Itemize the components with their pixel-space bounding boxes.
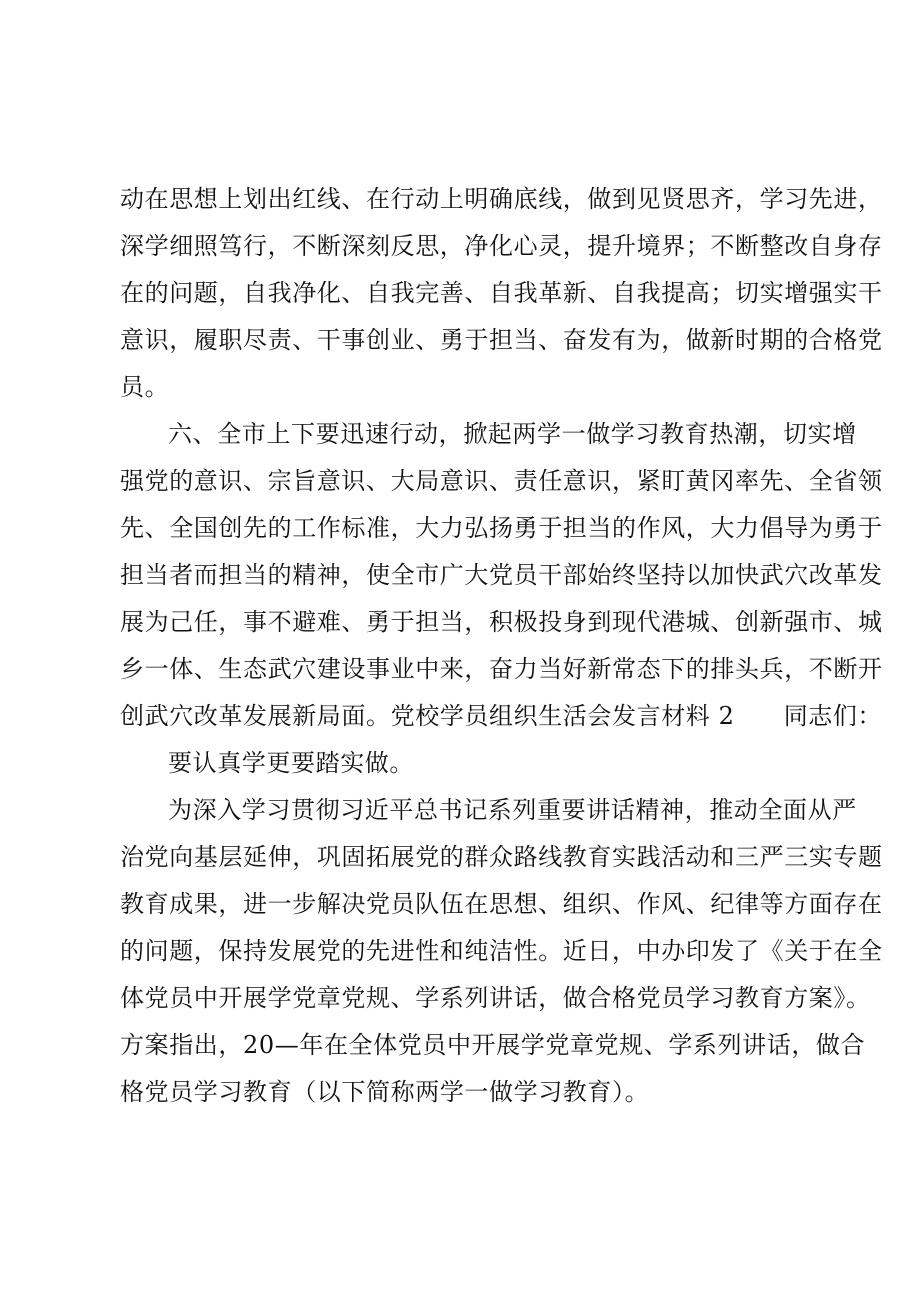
text-line: 在的问题，自我净化、自我完善、自我革新、自我提高；切实增强实干 [120,279,883,307]
text-line: 强党的意识、宗旨意识、大局意识、责任意识，紧盯黄冈率先、全省领 [120,467,883,495]
text-line: 乡一体、生态武穴建设事业中来，奋力当好新常态下的排头兵，不断开 [120,655,883,683]
text-line: 担当者而担当的精神，使全市广大党员干部始终坚持以加快武穴改革发 [120,561,883,589]
text-line: 意识，履职尽责、干事创业、勇于担当、奋发有为，做新时期的合格党 [120,326,883,354]
text-line: 创武穴改革发展新局面。党校学员组织生活会发言材料 2 同志们： [120,702,883,730]
text-line: 员。 [120,373,170,401]
document-body [120,176,883,1116]
text-line: 体党员中开展学党章党规、学系列讲话，做合格党员学习教育方案》。 [120,984,871,1012]
text-line: 先、全国创先的工作标准，大力弘扬勇于担当的作风，大力倡导为勇于 [120,514,883,542]
paragraph-start-line: 要认真学更要踏实做。 [168,749,414,777]
text-line: 格党员学习教育（以下简称两学一做学习教育）。 [120,1078,650,1106]
text-line: 治党向基层延伸，巩固拓展党的群众路线教育实践活动和三严三实专题 [120,843,883,871]
text-line: 展为己任，事不避难、勇于担当，积极投身到现代港城、创新强市、城 [120,608,883,636]
text-line: 动在思想上划出红线、在行动上明确底线，做到见贤思齐，学习先进， [120,185,883,213]
text-line: 深学细照笃行，不断深刻反思，净化心灵，提升境界；不断整改自身存 [120,232,883,260]
text-line: 教育成果，进一步解决党员队伍在思想、组织、作风、纪律等方面存在 [120,890,883,918]
text-line: 的问题，保持发展党的先进性和纯洁性。近日，中办印发了《关于在全 [120,937,883,965]
text-line: 方案指出，20—年在全体党员中开展学党章党规、学系列讲话，做合 [120,1031,866,1059]
paragraph-start-line: 为深入学习贯彻习近平总书记系列重要讲话精神，推动全面从严 [168,796,857,824]
paragraph-start-line: 六、全市上下要迅速行动，掀起两学一做学习教育热潮，切实增 [168,420,857,448]
